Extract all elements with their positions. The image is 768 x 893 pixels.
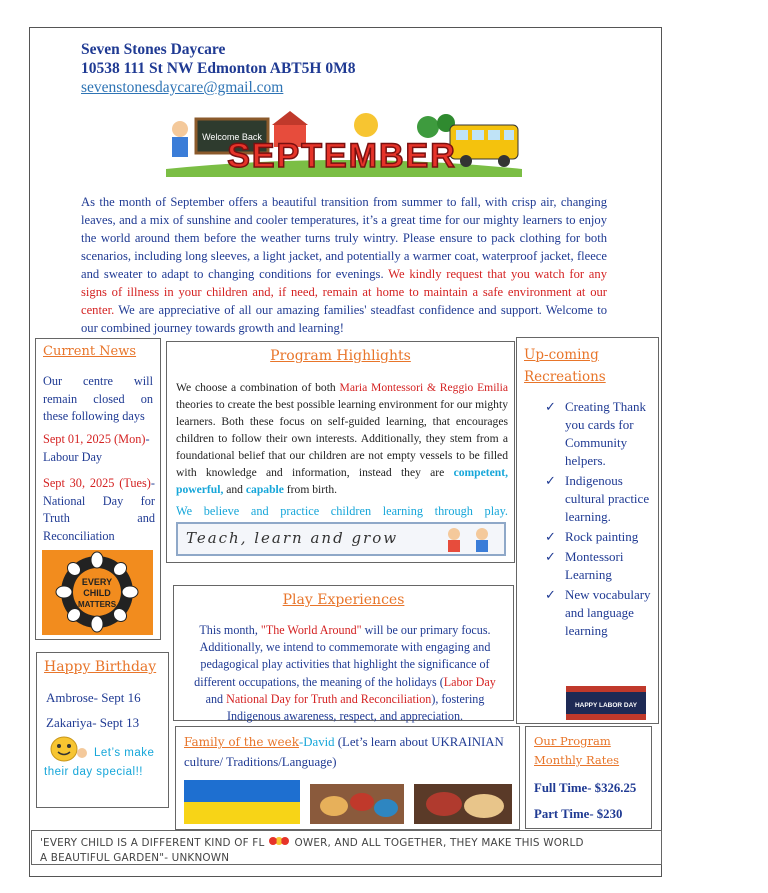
family-of-week-box — [175, 726, 520, 830]
current-news-box — [35, 338, 161, 640]
banner-big-text: SEPTEMBER — [227, 137, 457, 175]
recreation-item: ✓ Indigenous cultural practice learning. — [543, 472, 655, 526]
program-highlights-title: Program Highlights — [270, 348, 411, 364]
closure-item-labour-day — [43, 431, 155, 466]
intro-text-1: As the month of September offers a beautiful transition from summer to fall, with crisp air, changing leaves, and a mix of sunshine and cooler temperatures, it’s a great time for our mighty learners to enjoy the world around them before the weather turns truly wintry. Please ensure to pack clothing for both scenarios, including long sleeves, a light jacket, and potentially a warmer coat, waterproof jacket, fleece and sweater to adapt to changing conditions for evenings. — [81, 195, 607, 281]
program-highlights-box — [166, 341, 515, 563]
keyword-competent: competent, powerful, — [176, 466, 508, 496]
recreation-item: ✓ Rock painting — [543, 528, 655, 546]
every-child-matters-logo — [42, 550, 153, 635]
rate-full-time: Full Time- $326.25 — [534, 781, 637, 795]
intro-paragraph — [81, 193, 607, 337]
recreation-item: ✓ Montessori Learning — [543, 548, 655, 584]
current-news-title: Current News — [43, 344, 137, 359]
closure-item-truth-day — [43, 475, 155, 545]
teach-learn-grow-banner — [176, 522, 506, 556]
keyword-capable: capable — [245, 483, 284, 496]
recreations-title: Up-coming Recreations — [524, 347, 606, 385]
ukrainian-food-photo — [414, 784, 512, 824]
tree-icon — [417, 116, 439, 138]
recreations-list — [543, 398, 655, 642]
intro-text-illness: We kindly request that you watch for any signs of illness in your children and, if need, remain at home to maintain a safe environment at our center. — [81, 267, 607, 317]
birthday-name-1: Ambrose- Sept 16 — [46, 690, 141, 705]
recreation-item: ✓ New vocabulary and language learning — [543, 586, 655, 640]
birthday-cta-line1: Let’s make — [94, 747, 155, 759]
birthday-name-2: Zakariya- Sept 13 — [46, 715, 140, 730]
kid-face-icon — [172, 121, 188, 137]
quote-line-1: 'EVERY CHILD IS A DIFFERENT KIND OF FL OWER, AND ALL TOGETHER, THEY MAKE THIS WORLD — [40, 837, 584, 849]
closure-holiday-1: -Labour Day — [43, 432, 150, 464]
rates-title: Our Program Monthly Rates — [534, 734, 620, 767]
daycare-address: 10538 111 St NW Edmonton ABT5H 0M8 — [81, 60, 356, 77]
rates-box — [525, 726, 652, 829]
flower-icon — [264, 835, 294, 847]
closure-holiday-2: -National Day for Truth and Reconciliation — [43, 476, 155, 543]
quote-box — [31, 830, 662, 865]
labor-day-text: HAPPY LABOR DAY — [574, 702, 638, 709]
closure-date-2: Sept 30, 2025 (Tues) — [43, 476, 151, 490]
daycare-name: Seven Stones Daycare — [81, 41, 226, 58]
family-of-week-text: Family of the week-David (Let’s learn about UKRAINIAN culture/ Traditions/Language) — [184, 735, 504, 769]
birthday-title: Happy Birthday — [44, 659, 157, 675]
play-experiences-box — [173, 585, 514, 724]
birthday-cta-line2: their day special!! — [44, 766, 143, 778]
family-name: -David — [299, 735, 335, 749]
play-experiences-text: This month, "The World Around" will be our primary focus. Additionally, we intend to commemorate with engaging and pedagogical play activities that highlight the significance of different occupations, the meaning of the holidays (Labor Day and National Day for Truth and Reconciliation), fostering Indigenous awareness, respect, and appreciation. — [194, 623, 496, 724]
montessori-reggio-text: Maria Montessori & Reggio Emilia — [339, 381, 508, 394]
daycare-email[interactable]: sevenstonesdaycare@gmail.com — [81, 79, 284, 96]
program-description: We choose a combination of both Maria Montessori & Reggio Emilia theories to create the best possible learning environment for our mighty learners. Both these focus on self-guided learning, that encourages children to follow their own interests. Additionally, they stem from a foundational belief that our children are not empty vessels to be filled with knowledge and information, instead they are competent, powerful, and capable from birth. — [176, 381, 508, 496]
family-of-week-label: Family of the week — [184, 735, 300, 749]
sun-icon — [354, 113, 378, 137]
labor-day-badge — [566, 686, 646, 720]
party-emoji-icon — [46, 733, 90, 763]
play-experiences-title: Play Experiences — [282, 592, 405, 608]
september-banner — [166, 107, 522, 177]
header — [81, 40, 355, 97]
rate-part-time: Part Time- $230 — [534, 807, 623, 821]
program-tagline: We believe and practice children learning through play. — [176, 504, 508, 518]
svg-text:EVERY: EVERY — [81, 577, 113, 587]
svg-text:CHILD: CHILD — [83, 588, 111, 598]
children-reading-icon — [440, 525, 500, 555]
closure-intro: Our centre will remain closed on these following days — [43, 374, 153, 423]
teach-learn-grow-text: Teach, learn and grow — [186, 529, 399, 547]
world-around-text: "The World Around" — [260, 623, 362, 637]
closure-date-1: Sept 01, 2025 (Mon) — [43, 432, 146, 446]
banner-small-text: Welcome Back — [202, 132, 262, 142]
intro-text-3: We are appreciative of all our amazing families' steadfast confidence and support. Welcome to our combined journey towards growth and learning! — [81, 303, 607, 335]
svg-text:MATTERS: MATTERS — [77, 600, 117, 609]
ukraine-flag-icon — [184, 780, 300, 824]
recreations-box — [516, 337, 659, 724]
recreation-item: ✓ Creating Thank you cards for Community helpers. — [543, 398, 655, 470]
quote-line-2: A BEAUTIFUL GARDEN"- UNKNOWN — [40, 852, 230, 864]
birthday-box — [36, 652, 169, 808]
ukrainian-crafts-photo — [310, 784, 404, 824]
